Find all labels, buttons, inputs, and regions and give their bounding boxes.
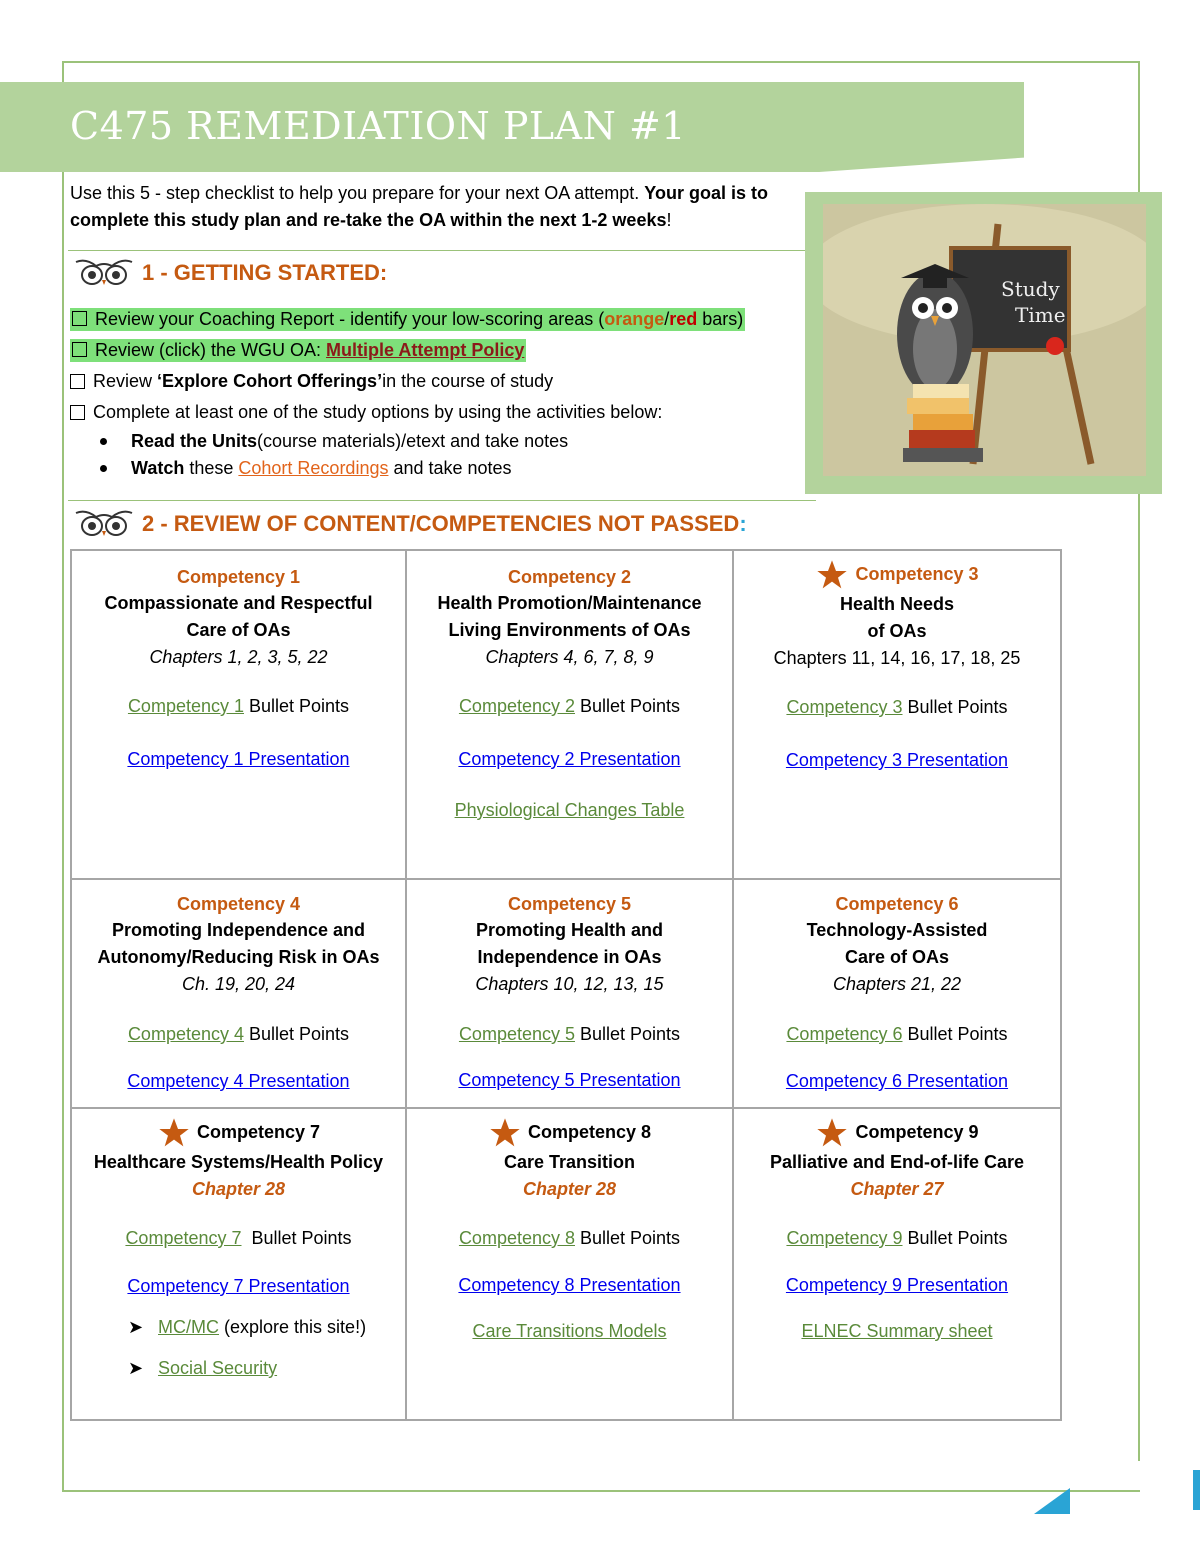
list-item: Watch these Cohort Recordings and take notes xyxy=(100,455,568,482)
competency-title: Competency 2 xyxy=(507,567,632,587)
elnec-summary-link[interactable]: ELNEC Summary sheet xyxy=(801,1321,993,1341)
care-transitions-link[interactable]: Care Transitions Models xyxy=(472,1321,667,1341)
checkbox[interactable] xyxy=(72,311,87,326)
competency-chapters: Chapters 4, 6, 7, 8, 9 xyxy=(485,647,654,667)
table-row xyxy=(71,1108,1061,1420)
competency-name: Technology-Assisted xyxy=(806,920,988,940)
competency-name: of OAs xyxy=(867,621,927,641)
competency-chapters: Chapters 11, 14, 16, 17, 18, 25 xyxy=(773,648,1021,668)
page-frame-left xyxy=(62,61,64,1491)
bullet-points-link[interactable]: Competency 2 xyxy=(458,696,575,716)
competency-chapters: Chapter 27 xyxy=(850,1179,944,1199)
competency-chapters: Chapters 10, 12, 13, 15 xyxy=(475,974,664,994)
mcmc-link[interactable]: MC/MC xyxy=(158,1317,220,1337)
star-icon xyxy=(815,1117,849,1149)
competency-title: Competency 1 xyxy=(176,567,301,587)
svg-text:Time: Time xyxy=(1015,303,1066,327)
section-2-heading xyxy=(74,509,747,539)
presentation-link[interactable]: Competency 5 Presentation xyxy=(458,1070,681,1090)
competency-title: Competency 4 xyxy=(176,894,301,914)
page-frame-top xyxy=(62,61,1140,63)
competency-chapters: Chapter 28 xyxy=(522,1179,617,1199)
bullet-points-link[interactable]: Competency 8 xyxy=(458,1228,575,1248)
competency-name: Care of OAs xyxy=(844,947,950,967)
bullet-points-link[interactable]: Competency 5 xyxy=(458,1024,575,1044)
arrow-right-icon: ➤ xyxy=(128,1317,144,1337)
section-1-heading xyxy=(74,258,387,288)
competency-name: Independence in OAs xyxy=(477,947,662,967)
presentation-link[interactable]: Competency 1 Presentation xyxy=(127,749,350,769)
competency-name: Promoting Independence and xyxy=(111,920,366,940)
competency-name: Living Environments of OAs xyxy=(448,620,691,640)
competency-8-cell: Competency 8 Care Transition Chapter 28 Competency 8 Bullet Points Competency 8 Presentation Care Transitions Models xyxy=(406,1108,733,1420)
competency-chapters: Chapter 28 xyxy=(191,1179,286,1199)
competency-name: Health Promotion/Maintenance xyxy=(437,593,702,613)
svg-text:Study: Study xyxy=(1001,277,1060,301)
competency-title: Competency 6 xyxy=(835,894,959,914)
competency-name: Care Transition xyxy=(503,1152,636,1172)
checkbox[interactable] xyxy=(70,405,85,420)
owl-chalkboard-icon xyxy=(823,204,1146,476)
list-item: Read the Units (course materials)/etext and take notes xyxy=(100,428,568,455)
edge-decoration xyxy=(1193,1470,1200,1510)
bullet-points-link[interactable]: Competency 6 xyxy=(786,1024,903,1044)
table-row xyxy=(71,550,1061,879)
presentation-link[interactable]: Competency 9 Presentation xyxy=(785,1275,1009,1295)
multiple-attempt-policy-link[interactable]: Multiple Attempt Policy xyxy=(326,340,525,360)
checklist-item-coaching-report[interactable]: Review your Coaching Report - identify your low-scoring areas (orange/red bars) xyxy=(70,304,820,335)
page-title: C475 REMEDIATION PLAN #1 xyxy=(70,104,686,148)
competency-name: Care of OAs xyxy=(186,620,291,640)
owl-eyes-icon xyxy=(74,509,134,539)
competency-title: Competency 7 xyxy=(72,1117,405,1149)
competency-table xyxy=(70,549,1062,1421)
competency-title: Competency 9 xyxy=(734,1117,1060,1149)
checklist xyxy=(70,304,820,428)
presentation-link[interactable]: Competency 3 Presentation xyxy=(785,750,1009,770)
bullet-points-link[interactable]: Competency 3 xyxy=(786,697,903,717)
checkbox[interactable] xyxy=(70,374,85,389)
star-icon xyxy=(157,1117,191,1149)
presentation-link[interactable]: Competency 8 Presentation xyxy=(458,1275,681,1295)
section-1-title: 1 - GETTING STARTED: xyxy=(142,260,388,285)
star-icon xyxy=(815,559,849,591)
competency-name: Palliative and End-of-life Care xyxy=(769,1152,1025,1172)
arrow-right-icon: ➤ xyxy=(128,1358,144,1378)
competency-chapters: Ch. 19, 20, 24 xyxy=(181,974,296,994)
competency-name: Healthcare Systems/Health Policy xyxy=(93,1152,384,1172)
presentation-link[interactable]: Competency 4 Presentation xyxy=(127,1071,350,1091)
competency-name: Compassionate and Respectful xyxy=(104,593,373,613)
list-item xyxy=(128,1348,405,1389)
competency-7-cell: Competency 7 Healthcare Systems/Health Policy Chapter 28 Competency 7 Bullet Points Competency 7 Presentation ➤ MC/MC (explore this site!) ➤ Social Security xyxy=(71,1108,406,1420)
competency-9-cell: Competency 9 Palliative and End-of-life Care Chapter 27 Competency 9 Bullet Points Competency 9 Presentation ELNEC Summary sheet xyxy=(733,1108,1061,1420)
cohort-recordings-link[interactable]: Cohort Recordings xyxy=(238,458,389,478)
competency-chapters: Chapters 21, 22 xyxy=(832,974,962,994)
list-item: ➤ MC/MC (explore this site!) xyxy=(128,1307,405,1348)
competency-chapters: Chapters 1, 2, 3, 5, 22 xyxy=(149,647,328,667)
competency-title: Competency 5 xyxy=(507,894,632,914)
resource-list xyxy=(72,1307,405,1389)
competency-name: Autonomy/Reducing Risk in OAs xyxy=(97,947,380,967)
section-2-title: 2 - REVIEW OF CONTENT/COMPETENCIES NOT PASSED: xyxy=(142,511,747,536)
competency-name: Promoting Health and xyxy=(475,920,663,940)
competency-2-cell: Competency 2 Health Promotion/Maintenance Living Environments of OAs Chapters 4, 6, 7, 8, 9 Competency 2 Bullet Points Competency 2 Presentation Physiological Changes Table xyxy=(406,550,733,879)
bullet-points-link[interactable]: Competency 7 xyxy=(125,1228,242,1248)
competency-5-cell: Competency 5 Promoting Health and Independence in OAs Chapters 10, 12, 13, 15 Competency 5 Bullet Points Competency 5 Presentation xyxy=(406,879,733,1108)
page-frame-bottom xyxy=(62,1490,1140,1492)
bullet-icon xyxy=(100,438,107,445)
table-row xyxy=(71,879,1061,1108)
checklist-item-study-options[interactable]: Complete at least one of the study options by using the activities below: xyxy=(70,397,820,428)
bullet-points-link[interactable]: Competency 4 xyxy=(127,1024,244,1044)
competency-title: Competency 3 xyxy=(734,559,1060,591)
divider xyxy=(68,250,816,251)
checklist-item-attempt-policy[interactable]: Review (click) the WGU OA: Multiple Attempt Policy xyxy=(70,335,820,366)
bullet-points-link[interactable]: Competency 9 xyxy=(786,1228,903,1248)
star-icon xyxy=(488,1117,522,1149)
presentation-link[interactable]: Competency 6 Presentation xyxy=(785,1071,1009,1091)
divider xyxy=(68,500,816,501)
presentation-link[interactable]: Competency 2 Presentation xyxy=(458,749,681,769)
competency-3-cell: Competency 3 Health Needs of OAs Chapters 11, 14, 16, 17, 18, 25 Competency 3 Bullet Points Competency 3 Presentation xyxy=(733,550,1061,879)
checkbox[interactable] xyxy=(72,342,87,357)
competency-4-cell: Competency 4 Promoting Independence and Autonomy/Reducing Risk in OAs Ch. 19, 20, 24 Competency 4 Bullet Points Competency 4 Presentation xyxy=(71,879,406,1108)
study-options-list xyxy=(100,428,568,482)
physiological-changes-link[interactable]: Physiological Changes Table xyxy=(454,800,685,820)
competency-title: Competency 8 xyxy=(407,1117,732,1149)
competency-1-cell: Competency 1 Compassionate and Respectful Care of OAs Chapters 1, 2, 3, 5, 22 Competency 1 Bullet Points Competency 1 Presentation xyxy=(71,550,406,879)
intro-goal: Your goal is to complete this study plan and re-take the OA within the next 1-2 weeks xyxy=(70,183,768,230)
bullet-icon xyxy=(100,465,107,472)
intro-plain: Use this 5 - step checklist to help you prepare for your next OA attempt. xyxy=(70,183,645,203)
competency-name: Health Needs xyxy=(839,594,955,614)
owl-eyes-icon xyxy=(74,258,134,288)
presentation-link[interactable]: Competency 7 Presentation xyxy=(127,1276,350,1296)
competency-6-cell: Competency 6 Technology-Assisted Care of OAs Chapters 21, 22 Competency 6 Bullet Points Competency 6 Presentation xyxy=(733,879,1061,1108)
social-security-link[interactable]: Social Security xyxy=(158,1358,278,1378)
bullet-points-link[interactable]: Competency 1 xyxy=(127,696,244,716)
intro-text xyxy=(70,180,810,234)
study-time-illustration xyxy=(805,192,1162,494)
checklist-item-cohort-offerings[interactable]: Review ‘Explore Cohort Offerings’ in the course of study xyxy=(70,366,820,397)
intro-end: ! xyxy=(666,210,672,230)
